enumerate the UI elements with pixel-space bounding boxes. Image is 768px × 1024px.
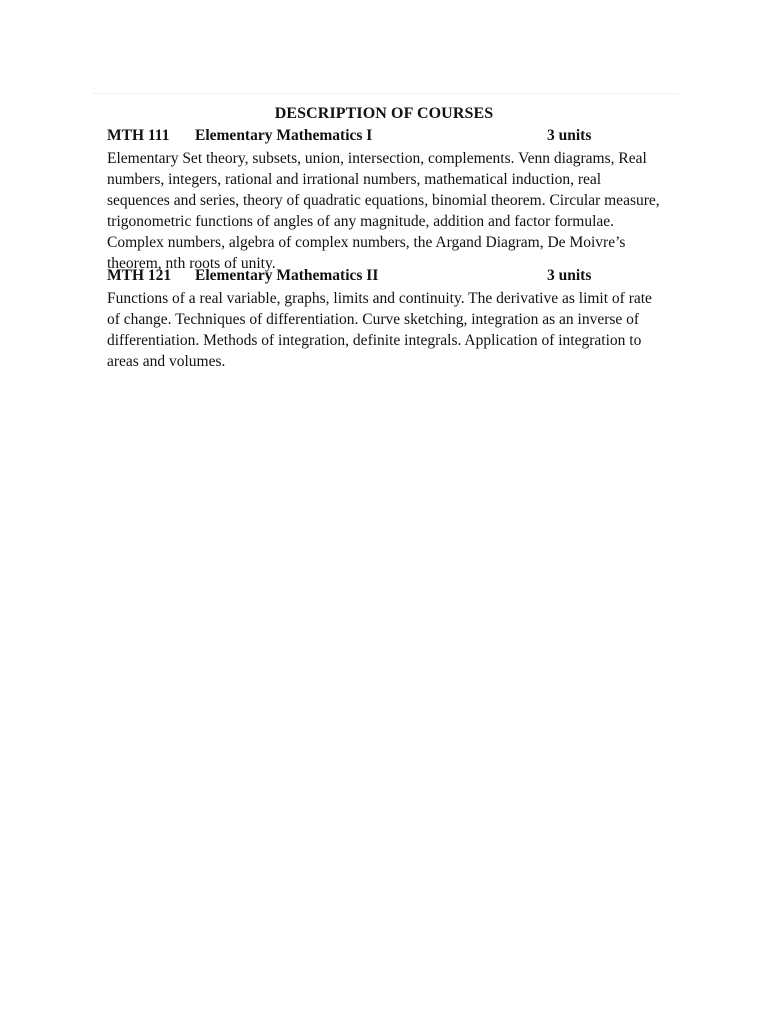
course-units: 3 units: [547, 267, 592, 284]
course-name: Elementary Mathematics II: [195, 267, 379, 284]
course-description: Functions of a real variable, graphs, limits and continuity. The derivative as limit of rate of change. Techniques of differentiation. Curve sketching, integration as an inverse of differentiation. Methods of integration, definite integrals. Application of integration to areas and volumes.: [107, 290, 652, 370]
course-entry: [107, 266, 667, 372]
course-code: MTH 121: [107, 267, 172, 284]
course-header: [107, 266, 667, 286]
course-name: Elementary Mathematics I: [195, 127, 373, 144]
document-title: DESCRIPTION OF COURSES: [274, 105, 494, 122]
course-entry: [107, 126, 667, 274]
page-top-divider: [92, 93, 678, 94]
course-units: 3 units: [547, 127, 592, 144]
course-code: MTH 111: [107, 127, 170, 144]
course-header: [107, 126, 667, 146]
course-description: Elementary Set theory, subsets, union, intersection, complements. Venn diagrams, Real numbers, integers, rational and irrational numbers, mathematical induction, real sequences and series, theory of quadratic equations, binomial theorem. Circular measure, trigonometric functions of angles of any magnitude, addition and factor formulae. Complex numbers, algebra of complex numbers, the Argand Diagram, De Moivre’s theorem, nth roots of unity.: [107, 150, 660, 272]
